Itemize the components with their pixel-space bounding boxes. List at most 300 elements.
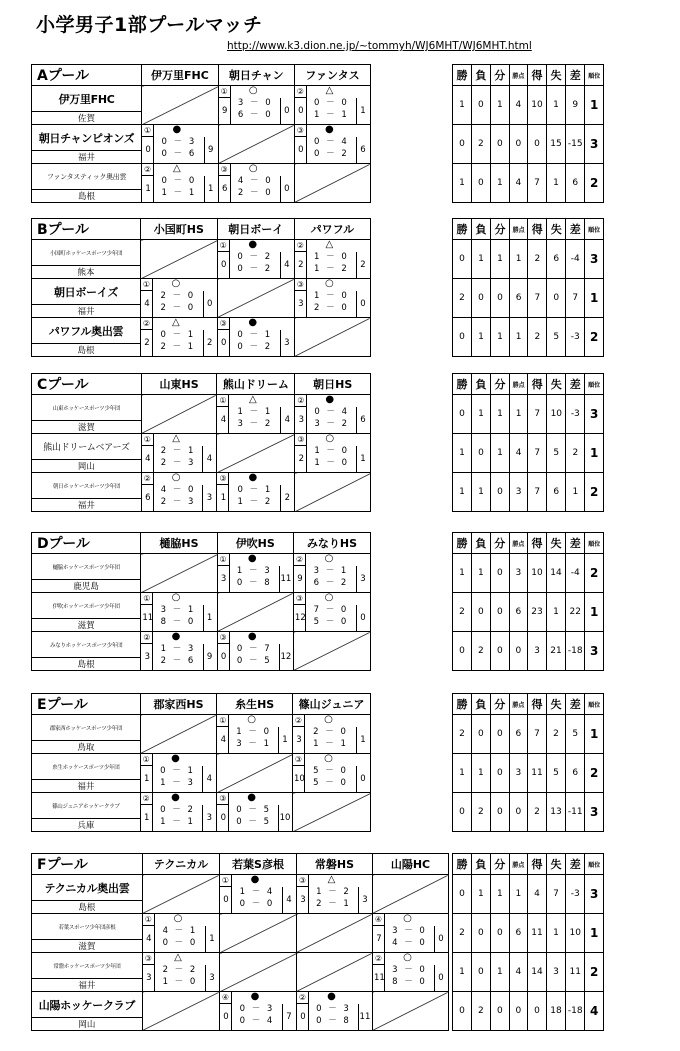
stat-value: 4 (509, 434, 527, 473)
column-header: 篠山ジュニア (293, 694, 371, 715)
self-diagonal (141, 240, 218, 279)
match-result (295, 125, 370, 163)
standings-row (453, 318, 604, 357)
goals-against-total: 1 (206, 613, 213, 623)
standings-header: 勝 (453, 374, 472, 395)
stat-value: 1 (471, 318, 490, 357)
first-half-score: 7 － 0 (313, 605, 349, 615)
goals-for-total: 1 (143, 774, 150, 784)
second-half-score: 0 － 2 (237, 264, 273, 274)
game-number: ② (295, 86, 307, 98)
goals-for-total: 1 (143, 813, 150, 823)
goals-for-total: 4 (220, 735, 227, 745)
team-prefecture: 福井 (32, 151, 142, 164)
team-row (32, 875, 449, 901)
stat-value: 0 (509, 632, 527, 671)
stat-value: 14 (528, 953, 547, 992)
second-half-score: 0 － 8 (316, 1016, 351, 1026)
game-number: ① (220, 875, 232, 887)
goals-against-total: 9 (207, 145, 214, 155)
pool-4 (31, 532, 371, 671)
first-half-score: 3 － 1 (313, 566, 349, 576)
game-number: ① (217, 715, 229, 727)
stat-value: 0 (453, 125, 472, 164)
team-name: みなりホッケースポーツ少年団 (32, 632, 141, 658)
match-result (297, 875, 372, 913)
match-result (142, 164, 218, 202)
goals-against-total: 1 (282, 735, 288, 745)
second-half-score: 0 － 8 (236, 578, 272, 588)
match-result (142, 434, 217, 472)
stat-value: 1 (490, 318, 509, 357)
standings-row (453, 914, 604, 953)
result-mark: ● (171, 753, 180, 764)
goals-against-total: 2 (284, 493, 291, 503)
goals-against-total: 11 (280, 574, 292, 584)
goals-against-total: 11 (359, 1012, 371, 1022)
stat-value: 3 (547, 953, 566, 992)
stat-value: 0 (490, 992, 509, 1031)
source-url[interactable]: http://www.k3.dion.ne.jp/~tommyh/WJ6MHT/WJ6MHT.html (227, 40, 532, 52)
self-diagonal (295, 473, 371, 512)
stat-value: 4 (509, 953, 527, 992)
game-number: ④ (373, 914, 385, 926)
result-mark: ○ (324, 714, 333, 725)
goals-for-total: 7 (376, 934, 382, 944)
column-header: 朝日チャン (218, 65, 294, 86)
goals-against-total: 4 (286, 895, 292, 905)
stat-value: 0 (471, 715, 490, 754)
first-half-score: 0 － 3 (161, 137, 197, 147)
match-result (141, 793, 217, 831)
first-half-score: 4 － 0 (160, 485, 196, 495)
first-half-score: 0 － 1 (237, 330, 273, 340)
pool-name: Aプール (32, 65, 142, 86)
stat-value: 2 (453, 279, 472, 318)
game-number: ① (218, 554, 230, 566)
standings-header: 勝点 (509, 694, 527, 715)
game-number: ③ (293, 754, 305, 766)
game-number: ③ (218, 632, 230, 644)
goals-against-total: 10 (279, 813, 291, 823)
standings-header: 勝点 (509, 533, 527, 554)
match-cell (217, 632, 293, 671)
game-number: ② (141, 318, 153, 330)
stat-value: 1 (509, 240, 527, 279)
self-diagonal (220, 914, 297, 953)
goals-against-total: 0 (438, 973, 444, 983)
stat-value: 21 (547, 632, 566, 671)
standings-header: 分 (490, 374, 509, 395)
team-prefecture: 滋賀 (32, 421, 142, 434)
stat-value: 1 (453, 953, 472, 992)
result-mark: ● (247, 792, 257, 803)
match-result (373, 953, 448, 991)
game-number: ③ (295, 125, 307, 137)
result-mark: ○ (325, 433, 335, 444)
match-result (220, 992, 296, 1030)
goals-against-total: 3 (360, 574, 366, 584)
stat-value: 4 (528, 875, 547, 914)
team-name: 朝日ボーイズ (32, 279, 141, 305)
result-mark: ○ (173, 913, 183, 924)
standings-header: 勝点 (509, 219, 527, 240)
rank-value: 3 (585, 395, 604, 434)
pool-table (31, 693, 371, 832)
stat-value: 2 (453, 593, 472, 632)
match-cell (294, 279, 370, 318)
first-half-score: 0 － 0 (314, 98, 349, 108)
match-result (294, 593, 370, 631)
standings-row (453, 793, 604, 832)
goals-against-total: 7 (286, 1012, 292, 1022)
stat-value: 0 (453, 992, 472, 1031)
result-mark: ● (171, 792, 180, 803)
team-row (32, 793, 371, 819)
goals-for-total: 4 (220, 415, 227, 425)
team-name: 伊吹ホッケースポーツ少年団 (32, 593, 141, 619)
team-name: 郡家西ホッケースポーツ少年団 (32, 715, 141, 741)
stat-value: 0 (453, 875, 472, 914)
stat-value: 10 (528, 554, 547, 593)
standings-header: 差 (565, 65, 584, 86)
stat-value: 5 (547, 754, 566, 793)
standings-table (452, 532, 604, 671)
first-half-score: 0 － 2 (237, 252, 273, 262)
goals-for-total: 12 (294, 613, 306, 623)
first-half-score: 0 － 1 (160, 766, 195, 776)
rank-value: 3 (585, 793, 604, 832)
stat-value: 6 (509, 715, 527, 754)
stat-value: 6 (509, 279, 527, 318)
stat-value: -11 (565, 793, 584, 832)
stat-value: 0 (453, 632, 472, 671)
result-mark: ○ (403, 952, 412, 963)
team-name: 若葉スポーツ少年団彦根 (32, 914, 143, 940)
first-half-score: 0 － 3 (316, 1004, 351, 1014)
goals-for-total: 4 (146, 934, 152, 944)
standings-header: 負 (471, 694, 490, 715)
second-half-score: 2 － 3 (160, 458, 196, 468)
standings-header: 差 (565, 533, 584, 554)
standings-header: 分 (490, 65, 509, 86)
self-diagonal (218, 125, 294, 164)
stat-value: 7 (528, 395, 547, 434)
result-mark: ● (325, 394, 335, 405)
team-prefecture: 島根 (32, 190, 142, 203)
stat-value: -15 (565, 125, 584, 164)
self-diagonal (217, 279, 294, 318)
game-number: ② (295, 395, 307, 407)
stat-value: 3 (509, 754, 527, 793)
self-diagonal (142, 86, 219, 125)
result-mark: ○ (324, 753, 333, 764)
goals-for-total: 10 (294, 774, 305, 784)
game-number: ④ (220, 992, 232, 1004)
rank-value: 3 (585, 632, 604, 671)
result-mark: △ (174, 952, 182, 963)
match-result (142, 125, 218, 163)
goals-against-total: 0 (284, 184, 290, 194)
stat-value: 1 (490, 164, 509, 203)
match-cell (372, 914, 448, 953)
stat-value: 2 (566, 434, 585, 473)
stat-value: 13 (547, 793, 566, 832)
result-mark: ● (248, 472, 258, 483)
page-title: 小学男子1部プールマッチ (36, 14, 263, 36)
stat-value: 1 (490, 953, 509, 992)
stat-value: 2 (471, 793, 490, 832)
game-number: ① (218, 240, 230, 252)
match-result (373, 914, 448, 952)
column-header: 若葉S彦根 (220, 854, 297, 875)
stat-value: 1 (471, 554, 490, 593)
standings-row (453, 164, 604, 203)
stat-value: 23 (528, 593, 547, 632)
pool-1 (31, 64, 371, 203)
stat-value: 10 (547, 395, 566, 434)
stat-value: 0 (490, 914, 509, 953)
stat-value: 10 (528, 86, 547, 125)
stat-value: 0 (547, 279, 566, 318)
second-half-score: 1 － 0 (162, 977, 198, 987)
stat-value: 1 (509, 875, 527, 914)
stat-value: -3 (566, 318, 585, 357)
goals-against-total: 4 (284, 415, 291, 425)
self-diagonal (142, 875, 219, 914)
stat-value: 1 (453, 86, 472, 125)
first-half-score: 2 － 1 (160, 446, 196, 456)
stat-value: 1 (471, 240, 490, 279)
goals-for-total: 0 (223, 1012, 229, 1022)
team-row (32, 164, 371, 190)
self-diagonal (293, 632, 370, 671)
standings-header: 勝点 (509, 854, 527, 875)
first-half-score: 0 － 4 (314, 137, 349, 147)
standings-row (453, 953, 604, 992)
result-mark: △ (327, 874, 336, 885)
stat-value: 2 (471, 125, 490, 164)
match-cell (293, 554, 370, 593)
standings-row (453, 125, 604, 164)
result-mark: ● (250, 991, 260, 1002)
result-mark: ● (325, 124, 334, 135)
match-cell (217, 395, 295, 434)
standings-header: 差 (566, 219, 585, 240)
self-diagonal (217, 593, 293, 632)
pool-standings (452, 373, 604, 512)
stat-value: 0 (528, 992, 547, 1031)
game-number: ③ (218, 318, 230, 330)
stat-value: 22 (565, 593, 584, 632)
game-number: ③ (297, 875, 309, 887)
team-row (32, 240, 371, 266)
standings-header: 失 (547, 854, 566, 875)
rank-value: 2 (585, 318, 604, 357)
team-name: 朝日チャンピオンズ (32, 125, 142, 151)
stat-value: 1 (490, 240, 509, 279)
stat-value: 1 (453, 164, 472, 203)
rank-value: 1 (585, 914, 604, 953)
standings-header: 負 (471, 854, 490, 875)
match-cell (293, 754, 371, 793)
stat-value: -4 (565, 554, 584, 593)
result-mark: ○ (248, 85, 258, 96)
stat-value: 0 (471, 86, 490, 125)
match-result (142, 473, 217, 511)
stat-value: 14 (547, 554, 566, 593)
goals-against-total: 0 (360, 774, 366, 784)
game-number: ② (293, 715, 305, 727)
match-cell (295, 395, 371, 434)
match-cell (218, 164, 294, 203)
standings-row (453, 240, 604, 279)
team-prefecture: 福井 (32, 499, 142, 512)
match-result (297, 992, 372, 1030)
goals-against-total: 3 (206, 493, 213, 503)
pool-standings (452, 693, 604, 832)
column-header: 山東HS (141, 374, 217, 395)
second-half-score: 1 － 1 (161, 188, 197, 198)
pool-5 (31, 693, 371, 832)
standings-header: 順位 (585, 694, 604, 715)
stat-value: 0 (490, 554, 509, 593)
match-result (295, 86, 370, 124)
second-half-score: 2 － 0 (314, 303, 349, 313)
result-mark: ○ (171, 472, 181, 483)
game-number: ① (143, 914, 155, 926)
match-result (218, 554, 293, 592)
second-half-score: 2 － 0 (160, 303, 196, 313)
pool-name: Cプール (32, 374, 142, 395)
no-match (296, 914, 372, 953)
standings-header: 順位 (585, 533, 604, 554)
match-result (217, 793, 292, 831)
pool-name: Dプール (32, 533, 141, 554)
game-number: ③ (219, 164, 231, 176)
match-cell (294, 240, 370, 279)
second-half-score: 1 － 1 (313, 739, 348, 749)
match-cell (217, 318, 294, 357)
stat-value: 1 (471, 473, 490, 512)
self-diagonal (141, 554, 217, 593)
goals-for-total: 0 (220, 338, 227, 348)
goals-for-total: 6 (221, 184, 228, 194)
result-mark: △ (325, 239, 334, 250)
result-mark: ○ (248, 163, 258, 174)
game-number: ② (141, 632, 153, 644)
game-number: ③ (217, 473, 229, 485)
match-cell (294, 86, 370, 125)
rank-value: 1 (585, 86, 604, 125)
result-mark: △ (172, 433, 180, 444)
first-half-score: 1 － 3 (160, 644, 196, 654)
standings-header: 負 (471, 65, 490, 86)
goals-for-total: 2 (298, 454, 305, 464)
stat-value: 0 (453, 395, 472, 434)
game-number: ③ (217, 793, 229, 805)
first-half-score: 0 － 4 (314, 407, 350, 417)
goals-for-total: 0 (145, 145, 151, 155)
stat-value: 0 (471, 953, 490, 992)
self-diagonal (294, 164, 370, 203)
team-row (32, 914, 449, 940)
goals-against-total: 3 (206, 813, 213, 823)
second-half-score: 0 － 6 (161, 149, 197, 159)
standings-row (453, 632, 604, 671)
team-prefecture: 福井 (32, 979, 143, 992)
stat-value: 11 (528, 754, 547, 793)
pool-name: Eプール (32, 694, 141, 715)
stat-value: 1 (547, 164, 566, 203)
stat-value: 18 (547, 992, 566, 1031)
team-name: 朝日ホッケースポーツ少年団 (32, 473, 142, 499)
goals-for-total: 1 (145, 184, 151, 194)
game-number: ① (217, 395, 229, 407)
team-prefecture: 島根 (32, 344, 141, 357)
match-cell (141, 593, 217, 632)
column-header: 伊万里FHC (142, 65, 219, 86)
stat-value: 1 (471, 875, 490, 914)
standings-row (453, 554, 604, 593)
column-header: 常磐HS (296, 854, 372, 875)
pool-6 (31, 853, 449, 1031)
pool-3 (31, 373, 371, 512)
team-name: 糸生ホッケースポーツ少年団 (32, 754, 141, 780)
standings-table (452, 853, 604, 1031)
result-mark: ○ (325, 278, 334, 289)
rank-value: 3 (585, 875, 604, 914)
column-header: 郡家西HS (140, 694, 217, 715)
match-cell (295, 434, 371, 473)
match-cell (218, 86, 294, 125)
stat-value: 2 (547, 715, 566, 754)
stat-value: 6 (565, 754, 584, 793)
stat-value: 6 (509, 593, 527, 632)
stat-value: 0 (490, 279, 509, 318)
first-half-score: 0 － 1 (237, 485, 273, 495)
second-half-score: 0 － 4 (239, 1016, 275, 1026)
first-half-score: 1 － 1 (237, 407, 273, 417)
goals-for-total: 4 (145, 454, 151, 464)
stat-value: 2 (528, 318, 547, 357)
goals-against-total: 2 (360, 260, 366, 270)
first-half-score: 1 － 4 (239, 887, 275, 897)
match-cell (140, 754, 217, 793)
team-prefecture: 鹿児島 (32, 580, 141, 593)
stat-value: 1 (490, 86, 509, 125)
self-diagonal (296, 953, 372, 992)
rank-value: 2 (585, 473, 604, 512)
game-number: ① (141, 593, 153, 605)
stat-value: 5 (547, 434, 566, 473)
first-half-score: 0 － 3 (239, 1004, 275, 1014)
stat-value: 5 (565, 715, 584, 754)
standings-header: 得 (528, 65, 547, 86)
team-row (32, 953, 449, 979)
second-half-score: 1 － 3 (160, 778, 195, 788)
standings-header: 勝 (453, 219, 472, 240)
rank-value: 2 (585, 754, 604, 793)
match-result (141, 279, 217, 317)
team-prefecture: 福井 (32, 305, 141, 318)
goals-for-total: 0 (220, 813, 227, 823)
match-cell (293, 593, 370, 632)
stat-value: 6 (565, 164, 584, 203)
second-half-score: 5 － 0 (313, 778, 348, 788)
team-name: 常盤ホッケースポーツ少年団 (32, 953, 143, 979)
match-result (294, 554, 370, 592)
